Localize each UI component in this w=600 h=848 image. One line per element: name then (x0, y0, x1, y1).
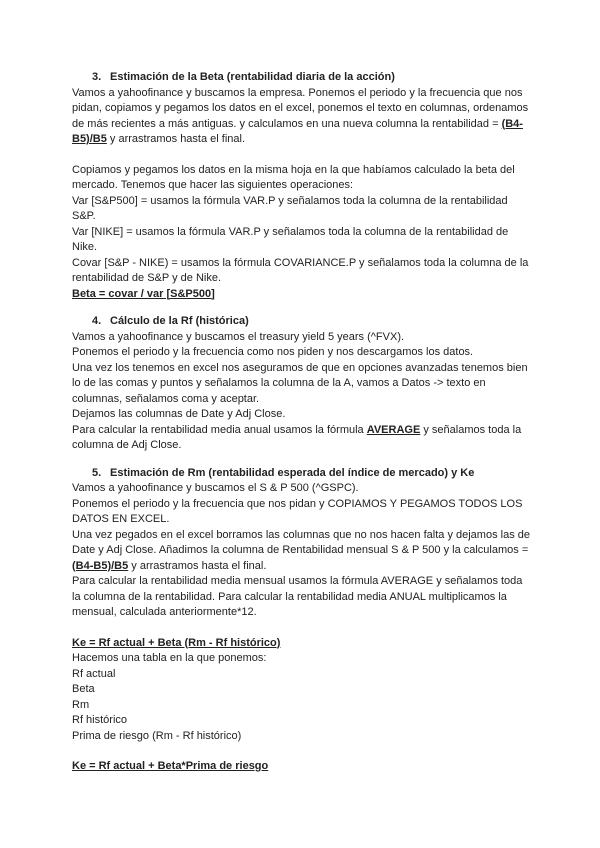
section-3-title: Estimación de la Beta (rentabilidad diaria de la acción) (110, 71, 395, 83)
section-4-p5-text: Para calcular la rentabilidad media anual usamos la fórmula (72, 423, 367, 436)
section-3-p1-formula: (B4-B5)/B5 (72, 117, 523, 145)
section-5-heading (92, 466, 532, 482)
section-3-paragraph-3: Var [S&P500] = usamos la fórmula VAR.P y señalamos toda la columna de la rentabilidad S&P. (72, 194, 508, 222)
section-3-paragraph-1 (72, 86, 532, 148)
section-4-title: Cálculo de la Rf (histórica) (110, 315, 249, 327)
ke-item: Rf histórico (72, 714, 128, 726)
section-4-paragraph-2: Ponemos el periodo y la frecuencia como nos piden y nos descargamos los datos. (72, 346, 474, 358)
section-3-heading (92, 70, 532, 86)
section-4-number: 4. (92, 315, 102, 327)
section-4-p5-tail: y señalamos toda la columna de Adj Close. (72, 423, 522, 451)
beta-formula-text: Beta = covar / var [S&P500] (72, 287, 215, 300)
ke-formula-1 (72, 636, 532, 652)
section-5-p3-tail: y arrastramos hasta el final. (128, 559, 267, 572)
ke-formula-2-text: Ke = Rf actual + Beta*Prima de riesgo (72, 760, 269, 772)
section-5-title: Estimación de Rm (rentabilidad esperada del índice de mercado) y Ke (110, 466, 475, 479)
ke-item: Rm (72, 698, 90, 711)
ke-item: Beta (72, 683, 95, 695)
section-3-p1-text: Vamos a yahoofinance y buscamos la empresa. Ponemos el periodo y la frecuencia que nos pidan, copiamos y pegamos los datos en el excel, ponemos el texto en columnas, ordenamos de más recientes a más antiguas. y calculamos en una nueva columna la rentabilidad = (72, 86, 529, 130)
section-4-paragraph-5 (72, 423, 532, 454)
beta-formula (72, 287, 532, 303)
section-3-paragraph-4: Var [NIKE] = usamos la fórmula VAR.P y señalamos toda la columna de la rentabilidad de Nike. (72, 225, 509, 253)
section-3-paragraph-5: Covar [S&P - NIKE) = usamos la fórmula COVARIANCE.P y señalamos toda la columna de la rentabilidad de S&P y de Nike. (72, 256, 529, 284)
ke-table-intro: Hacemos una tabla en la que ponemos: (72, 652, 267, 664)
section-5-paragraph-2: Ponemos el periodo y la frecuencia que nos pidan y COPIAMOS Y PEGAMOS TODOS LOS DATOS EN EXCEL. (72, 497, 523, 525)
section-3-paragraph-2: Copiamos y pegamos los datos en la misma hoja en la que habíamos calculado la beta del mercado. Tenemos que hacer las siguientes operaciones: (72, 163, 515, 191)
section-4-heading (92, 314, 532, 330)
section-4-paragraph-4: Dejamos las columnas de Date y Adj Close. (72, 408, 286, 420)
section-4-paragraph-3: Una vez los tenemos en excel nos aseguramos de que en opciones avanzadas tenemos bien lo de las comas y puntos y señalamos la columna de la A, vamos a Datos -> texto en columnas, señalamos coma y aceptar. (72, 361, 528, 405)
section-5-paragraph-3 (72, 528, 532, 575)
section-5-number: 5. (92, 466, 102, 479)
section-3-p1-tail: y arrastramos hasta el final. (106, 133, 246, 145)
ke-item: Prima de riesgo (Rm - Rf histórico) (72, 729, 242, 742)
document-content (72, 70, 532, 775)
section-4-paragraph-1: Vamos a yahoofinance y buscamos el treasury yield 5 years (^FVX). (72, 330, 405, 343)
ke-formula-1-text: Ke = Rf actual + Beta (Rm - Rf histórico) (72, 636, 281, 649)
ke-formula-2 (72, 759, 532, 775)
section-5-paragraph-1: Vamos a yahoofinance y buscamos el S & P 500 (^GSPC). (72, 482, 359, 494)
section-5-p3-text: Una vez pegados en el excel borramos las columnas que no nos hacen falta y dejamos las de Date y Adj Close. Añadimos la columna de Rentabilidad mensual S & P 500 y la calculamos = (72, 528, 530, 556)
section-4-p5-formula: AVERAGE (366, 423, 421, 436)
section-5-paragraph-4: Para calcular la rentabilidad media mensual usamos la fórmula AVERAGE y señalamos toda la columna de la rentabilidad. Para calcular la rentabilidad media ANUAL multiplicamos la mensual, calculada anteriormente*12. (72, 575, 523, 618)
ke-item: Rf actual (72, 667, 116, 680)
section-5-p3-formula: (B4-B5)/B5 (72, 559, 129, 572)
section-3-number: 3. (92, 71, 102, 83)
